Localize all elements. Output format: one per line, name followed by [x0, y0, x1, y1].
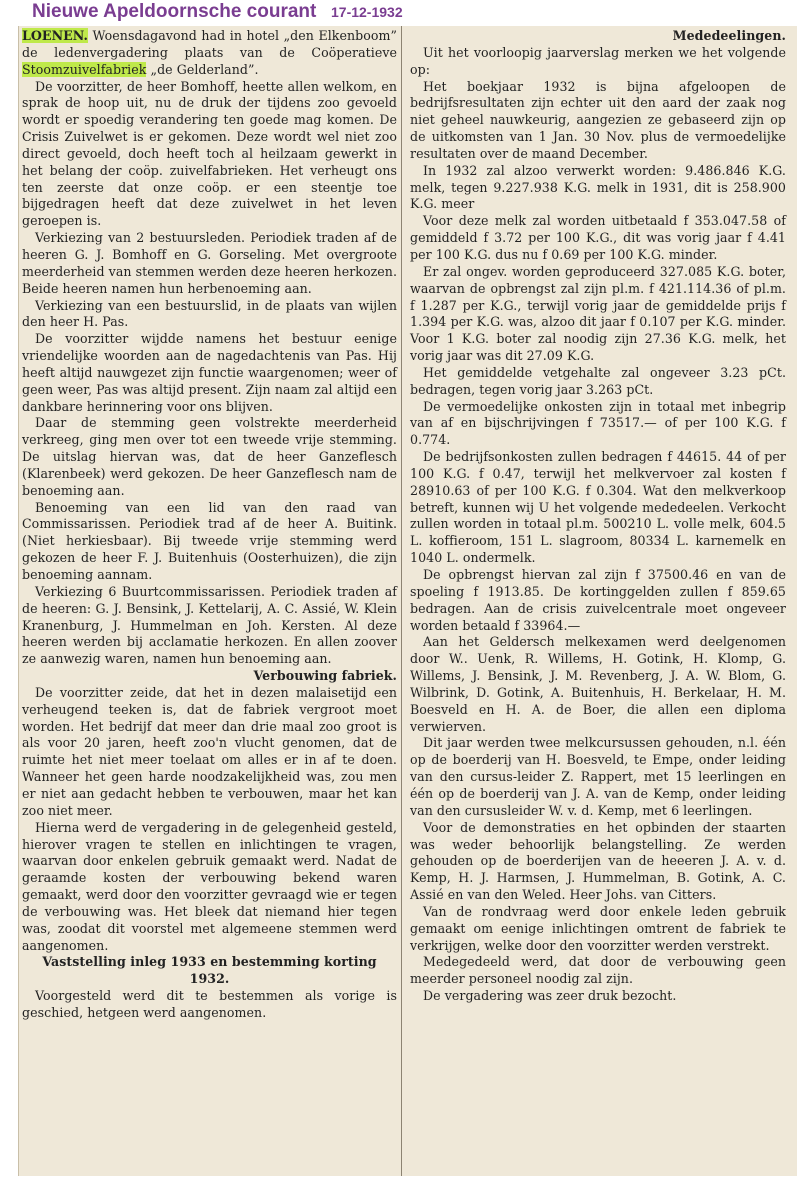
dateline-place: LOENEN. — [22, 28, 88, 43]
article-paragraph: De voorzitter wijdde namens het bestuur eenige vriendelijke woorden aan de nagedachtenis van Pas. Hij heeft altijd nauwgezet zijn functie waargenomen; weer of geen weer, Pas was altijd present. Zijn naam zal altijd een dankbare herinnering voor ons blijven. — [22, 331, 397, 414]
article-paragraph: In 1932 zal alzoo verwerkt worden: 9.486.846 K.G. melk, tegen 9.227.938 K.G. melk in 1931, dit is 258.900 K.G. meer — [410, 162, 786, 212]
article-paragraph: De bedrijfsonkosten zullen bedragen f 44615. 44 of per 100 K.G. f 0.47, terwijl het melkvervoer zal kosten f 28910.63 of per 100 K.G. f 0.304. Wat den melkverkoop betreft, kunnen wij U het volgende mededeelen. Verkocht zullen worden in totaal pl.m. 500210 L. volle melk, 604.5 L. koffieroom, 151 L. slagroom, 80334 L. karnemelk en 1040 L. ondermelk. — [410, 449, 786, 566]
article-paragraph: Voor deze melk zal worden uitbetaald f 353.047.58 of gemiddeld f 3.72 per 100 K.G., dit was vorig jaar f 4.41 per 100 K.G. dus nu f 0.69 per 100 K.G. minder. — [410, 213, 786, 262]
article-paragraph: Benoeming van een lid van den raad van Commissarissen. Periodiek trad af de heer A. Buitink. (Niet herkiesbaar). Bij tweede vrije stemming werd gekozen de heer F. J. Buitenhuis (Oosterhuizen), die zijn benoeming aannam. — [22, 499, 397, 582]
newspaper-title: Nieuwe Apeldoornsche courant — [32, 1, 317, 22]
article-column-right — [410, 28, 786, 1005]
article-paragraph: De voorzitter zeide, dat het in dezen malaisetijd een verheugend teeken is, dat de fabriek vergroot moet worden. Het bedrijf dat meer dan drie maal zoo groot is als voor 20 jaren, heeft zoo'n vlucht genomen, dat de ruimte het niet meer toelaat om alles er in af te doen. Wanneer het geen harde noodzakelijkheid was, zou men er niet aan gedacht hebben te verbouwen, maar het kan zoo niet meer. — [22, 684, 397, 818]
article-paragraph: De voorzitter, de heer Bomhoff, heette allen welkom, en sprak de hoop uit, nu de druk der tijdens zoo gevoeld wordt er spoedig verandering ten goede mag komen. De Crisis Zuivelwet is er gekomen. Deze wordt wel niet zoo direct gevoeld, doch heeft toch al heilzaam gewerkt in het belang der coöp. zuivelfabrieken. Het verheugt ons ten zeerste dat onze coöp. er een steentje toe bijgedragen heeft dat deze zuivelwet in het leven geroepen is. — [22, 78, 397, 229]
article-column-left — [22, 28, 397, 1022]
article-paragraph: Het gemiddelde vetgehalte zal ongeveer 3.23 pCt. bedragen, tegen vorig jaar 3.263 pCt. — [410, 364, 786, 397]
section-heading: Verbouwing fabriek. — [253, 668, 397, 684]
section-heading: Mededeelingen. — [672, 28, 786, 43]
article-paragraph: Het boekjaar 1932 is bijna afgeloopen de bedrijfsresultaten zijn echter uit den aard der zaak nog niet geheel nauwkeurig, aangezien ze gebaseerd zijn op de uitkomsten van 1 Jan. 30 Nov. plus de vermoedelijke resultaten over de maand December. — [410, 78, 786, 161]
article-paragraph: Uit het voorloopig jaarverslag merken we het volgende op: — [410, 44, 786, 77]
article-paragraph: Voor de demonstraties en het opbinden der staarten was weder behoorlijk belangstelling. Ze werden gehouden op de boerderijen van de heeeren J. A. v. d. Kemp, H. J. Harmsen, J. Hummelman, B. Gotink, A. C. Assié en van den Weled. Heer Johs. van Citters. — [410, 819, 786, 903]
article-paragraph: Verkiezing van een bestuurslid, in de plaats van wijlen den heer H. Pas. — [22, 297, 397, 330]
article-paragraph: Er zal ongev. worden geproduceerd 327.085 K.G. boter, waarvan de opbrengst zal zijn pl.m. f 421.114.36 of pl.m. f 1.287 per K.G., terwijl vorig jaar de gemiddelde prijs f 1.394 per K.G. was, alzoo dit jaar f 0.107 per K.G. minder. Voor 1 K.G. boter zal noodig zijn 27.36 K.G. melk, het vorig jaar was dit 27.09 K.G. — [410, 263, 786, 364]
article-paragraph: Dit jaar werden twee melkcursussen gehouden, n.l. één op de boerderij van H. Boesveld, te Empe, onder leiding van den cursus-leider Z. Rappert, met 15 leerlingen en één op de boerderij van J. A. van de Kemp, onder leiding van den cursusleider W. v. d. Kemp, met 6 leerlingen. — [410, 735, 786, 818]
highlighted-term: Stoomzuivelfabriek — [22, 61, 147, 77]
article-paragraph: Aan het Geldersch melkexamen werd deelgenomen door W.. Uenk, R. Willems, H. Gotink, H. Klomp, G. Willems, J. Bensink, J. M. Revenberg, J. A. W. Blom, G. Wilbrink, D. Gotink, A. Buitenhuis, H. Berkelaar, H. M. Boesveld en H. A. de Boer, die allen een diploma verwierven. — [410, 634, 786, 734]
article-paragraph: Hierna werd de vergadering in de gelegenheid gesteld, hierover vragen te stellen en inlichtingen te vragen, waarvan door enkelen gebruik gemaakt werd. Nadat de geraamde kosten der verbouwing bekend waren gemaakt, werd door den voorzitter gevraagd wie er tegen de verbouwing was. Het bleek dat niemand hier tegen was, zoodat dit voorstel met algemeene stemmen werd aangenomen. — [22, 819, 397, 953]
article-paragraph: LOENEN. Woensdagavond had in hotel „den Elkenboom” de ledenvergadering plaats van de Coöperatieve Stoomzuivelfabriek „de Gelderland”. — [22, 28, 397, 77]
page-header — [0, 0, 800, 26]
publication-date: 17-12-1932 — [331, 4, 403, 20]
article-paragraph: Verkiezing van 2 bestuursleden. Periodiek traden af de heeren G. J. Bomhoff en G. Gorseling. Met overgroote meerderheid van stemmen werden deze heeren herkozen. Beide heeren namen hun herbenoeming aan. — [22, 230, 397, 296]
article-paragraph: Medegedeeld werd, dat door de verbouwing geen meerder personeel noodig zal zijn. — [410, 954, 786, 987]
article-paragraph: De vermoedelijke onkosten zijn in totaal met inbegrip van af en bijschrijvingen f 73517.— of per 100 K.G. f 0.774. — [410, 398, 786, 448]
section-heading: Vaststelling inleg 1933 en bestemming korting 1932. — [42, 954, 377, 987]
article-paragraph: Voorgesteld werd dit te bestemmen als vorige is geschied, hetgeen werd aangenomen. — [22, 988, 397, 1020]
article-paragraph: Daar de stemming geen volstrekte meerderheid verkreeg, ging men over tot een tweede vrije stemming. De uitslag hiervan was, dat de heer Ganzeflesch (Klarenbeek) werd gekozen. De heer Ganzeflesch nam de benoeming aan. — [22, 415, 397, 498]
column-divider — [401, 26, 402, 1176]
article-paragraph: Verkiezing 6 Buurtcommissarissen. Periodiek traden af de heeren: G. J. Bensink, J. Kettelarij, A. C. Assié, W. Klein Kranenburg, J. Hummelman en Joh. Kersten. Al deze heeren werden bij acclamatie herkozen. En allen zoover ze aanwezig waren, namen hun benoeming aan. — [22, 583, 397, 667]
article-paragraph: Van de rondvraag werd door enkele leden gebruik gemaakt om eenige inlichtingen omtrent de fabriek te verkrijgen, welke door den voorzitter werden verstrekt. — [410, 903, 786, 953]
article-paragraph: De vergadering was zeer druk bezocht. — [423, 988, 677, 1004]
article-paragraph: De opbrengst hiervan zal zijn f 37500.46 en van de spoeling f 1913.85. De kortinggelden zullen f 859.65 bedragen. Aan de crisis zuivelcentrale moet ongeveer worden betaald f 33964.— — [410, 567, 786, 633]
